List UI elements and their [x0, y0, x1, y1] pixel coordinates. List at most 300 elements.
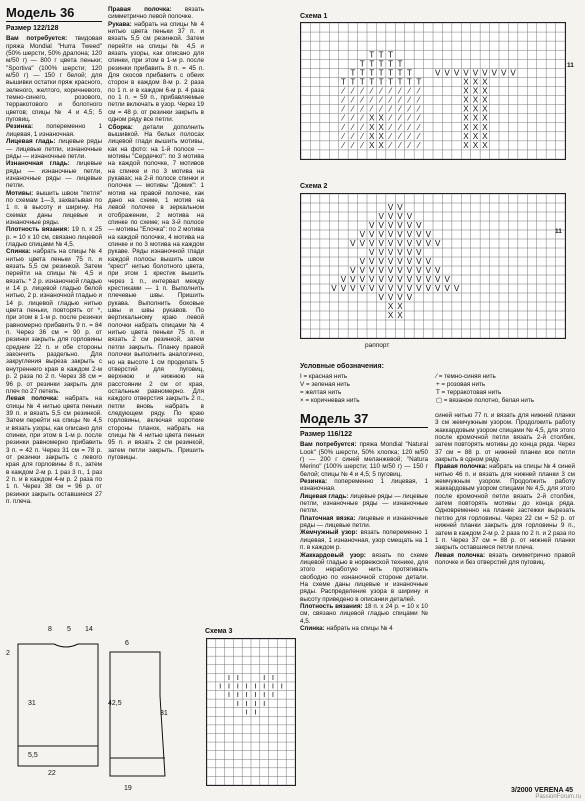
schema-2-title: Схема 2 [300, 183, 328, 190]
legend-entry: ⁄ = темно-синяя нить [436, 373, 496, 380]
stitch-symbol: T [350, 77, 356, 87]
stitch-symbol: ⁄ [361, 131, 363, 141]
legend-entry: I = красная нить [300, 373, 348, 380]
stitch-symbol: T [388, 77, 394, 87]
stitch-symbol: ⁄ [371, 95, 373, 105]
stitch-symbol: ⁄ [399, 131, 401, 141]
schema-1-title: Схема 1 [300, 13, 328, 20]
stitch-symbol: ⁄ [361, 140, 363, 150]
legend-row [300, 381, 572, 389]
stitch-symbol: I [227, 690, 231, 700]
paragraph: Правая полочка: вязать симметрично левой полочке. [108, 6, 204, 21]
stitch-symbol: I [245, 690, 248, 700]
page-footer: 3/2000 VERENA 45 [511, 787, 573, 794]
dim-label: 5 [67, 626, 71, 633]
stitch-symbol: X [472, 140, 479, 150]
stitch-symbol: V [435, 275, 441, 285]
stitch-symbol: ⁄ [371, 86, 373, 96]
stitch-symbol: T [369, 68, 375, 78]
stitch-symbol: V [378, 221, 384, 231]
stitch-symbol: V [359, 275, 365, 285]
stitch-symbol: V [434, 68, 441, 78]
stitch-symbol: ⁄ [418, 131, 420, 141]
stitch-symbol: V [387, 248, 394, 258]
stitch-symbol: X [463, 95, 469, 105]
stitch-symbol: V [444, 275, 450, 285]
stitch-symbol: ⁄ [361, 95, 363, 105]
stitch-symbol: I [271, 673, 275, 683]
stitch-symbol: I [245, 698, 248, 708]
stitch-symbol: X [378, 131, 384, 141]
stitch-symbol: ⁄ [371, 104, 373, 114]
stitch-symbol: V [369, 266, 375, 276]
stitch-symbol: T [350, 68, 356, 78]
stitch-symbol: T [388, 50, 394, 60]
stitch-symbol: T [416, 77, 422, 87]
stitch-symbol: V [350, 266, 356, 276]
model36-text-1 [6, 35, 102, 505]
stitch-symbol: V [369, 230, 375, 240]
stitch-symbol: V [416, 275, 422, 285]
stitch-symbol: I [254, 698, 257, 708]
stitch-symbol: ⁄ [418, 140, 420, 150]
stitch-symbol: X [472, 104, 479, 114]
model37-text-1 [300, 441, 428, 632]
stitch-symbol: V [369, 257, 375, 267]
stitch-symbol: X [387, 302, 394, 312]
stitch-symbol: ⁄ [361, 86, 363, 96]
stitch-symbol: ⁄ [389, 122, 392, 132]
stitch-symbol: V [397, 284, 403, 294]
stitch-symbol: V [425, 284, 431, 294]
stitch-symbol: I [280, 681, 283, 691]
stitch-symbol: ⁄ [418, 95, 420, 105]
paragraph: Жаккардовый узор: вязать по схеме лицевой гладью в норвежской технике, для этого неработую нить протягивать свободно по изнаночной стороне детали. На схеме даны лицевые и изнаночные ряды. Распределение узора в ширину и высоту приведено в описании деталей. [300, 551, 428, 603]
stitch-symbol: ⁄ [380, 104, 382, 114]
stitch-symbol: T [397, 68, 403, 78]
stitch-symbol: V [369, 248, 375, 258]
stitch-symbol: V [416, 266, 422, 276]
stitch-symbol: V [378, 275, 384, 285]
stitch-symbol: ⁄ [352, 113, 354, 123]
stitch-symbol: V [453, 284, 460, 294]
stitch-symbol: V [387, 221, 394, 231]
paragraph: Правая полочка: набрать на спицы № 4 синей нитью 46 п. и вязать для нижней планки 3 см жемчужным узором. Продолжить работу жаккардовым узором спицами № 4,5, для этого после кромочной петли вязать 2-й столбик, затем повторять мотивы до конца ряда. Одновременно на планке застежки вырезать петлю для горловины. Через 22 см = 52 р. от нижней планки закрыть для горловины 9 п., затем в каждом 2-м р. 2 раза по 2 п. и 2 раза по 1 п. Через 37 см = 88 р. от нижней планки закрыть оставшиеся петли плеча. [435, 463, 575, 552]
stitch-symbol: ⁄ [389, 140, 392, 150]
paragraph: синей нитью 77 п. и вязать для нижней планки 3 см жемчужным узором. Продолжить работу жаккардовым узором спицами № 4,5, для этого после кромочной петли вязать 2-й столбик, затем повторять мотивы до конца ряда. Через 37 см = 88 р. от нижней планки все петли закрыть в одном ряду. [435, 412, 575, 464]
stitch-symbol: V [387, 284, 394, 294]
stitch-symbol: X [378, 113, 384, 123]
stitch-symbol: ⁄ [399, 140, 401, 150]
legend-entry: + = розовая нить [436, 381, 486, 388]
stitch-symbol: ⁄ [352, 140, 354, 150]
stitch-symbol: V [359, 266, 365, 276]
stitch-symbol: X [387, 311, 394, 321]
stitch-symbol: V [406, 221, 413, 231]
stitch-symbol: T [340, 77, 346, 87]
stitch-symbol: T [397, 59, 403, 69]
stitch-symbol: ⁄ [352, 104, 354, 114]
stitch-symbol: V [397, 221, 403, 231]
stitch-symbol: V [425, 230, 431, 240]
stitch-symbol: V [387, 293, 394, 303]
stitch-symbol: I [254, 707, 257, 717]
stitch-symbol: V [369, 221, 375, 231]
stitch-symbol: X [368, 122, 375, 132]
stitch-symbol: X [397, 311, 403, 321]
schema-3-title: Схема 3 [205, 628, 233, 635]
schema-2-grid [300, 193, 566, 339]
stitch-symbol: V [463, 68, 469, 78]
stitch-symbol: ⁄ [399, 95, 401, 105]
stitch-symbol: ⁄ [408, 95, 411, 105]
model36-text-2 [108, 6, 204, 461]
stitch-symbol: X [463, 77, 469, 87]
stitch-symbol: V [340, 275, 347, 285]
stitch-symbol: ⁄ [352, 86, 354, 96]
dim-label: 8 [48, 626, 52, 633]
stitch-symbol: X [482, 131, 488, 141]
stitch-symbol: X [368, 140, 375, 150]
stitch-symbol: X [472, 131, 479, 141]
stitch-symbol: ⁄ [408, 86, 411, 96]
stitch-symbol: V [510, 68, 516, 78]
model37-title: Модель 37 [300, 412, 428, 428]
stitch-symbol: T [397, 77, 403, 87]
paragraph: Плотность вязания: 18 п. х 24 р. = 10 х 10 см, связано лицевой гладью спицами № 4,5. [300, 602, 428, 625]
stitch-symbol: V [397, 293, 403, 303]
model36-column-1 [6, 6, 102, 505]
legend-entry: T = терракотовая нить [436, 389, 502, 396]
stitch-symbol: I [263, 698, 266, 708]
stitch-symbol: ⁄ [389, 113, 392, 123]
stitch-symbol: V [416, 248, 422, 258]
stitch-symbol: ⁄ [352, 95, 354, 105]
stitch-symbol: V [406, 275, 413, 285]
stitch-symbol: T [388, 59, 394, 69]
stitch-symbol: V [406, 230, 413, 240]
stitch-symbol: ⁄ [418, 104, 420, 114]
stitch-symbol: X [482, 113, 488, 123]
stitch-symbol: V [378, 284, 384, 294]
stitch-symbol: ⁄ [342, 86, 345, 96]
dim-label: 22 [48, 770, 56, 777]
stitch-symbol: V [331, 284, 337, 294]
stitch-symbol: ⁄ [380, 95, 382, 105]
stitch-symbol: V [387, 266, 394, 276]
model37-column-1 [300, 412, 428, 632]
stitch-symbol: V [416, 239, 422, 249]
stitch-symbol: V [406, 266, 413, 276]
stitch-symbol: V [397, 248, 403, 258]
stitch-symbol: V [378, 257, 384, 267]
paragraph: Вам потребуется: пряжа Mondial "Natural Look" (50% шерсти, 50% хлопка; 120 м/50 г) — 200 г синей меланжевой; "Natura Merino" (100% шерсти; 110 м/50 г) — 150 г белой; спицы № 4 и 4,5; 5 пуговиц. [300, 441, 428, 478]
dim-label: 5,5 [28, 752, 38, 759]
paragraph: Лицевая гладь: лицевые ряды — лицевые петли, изнаночные ряды — изнаночные петли. [300, 492, 428, 515]
paragraph: Вам потребуется: твидовая пряжа Mondial "Hurra Tweed" (50% шерсти, 50% дралона; 120 м/50 г) — 800 г цвета пеньки; "Sportiva" (100% шерсти; 120 м/50 г) — 150 г белой; для вышивки остатки пряж красного, зеленого, желтого, коричневого, темно-синего, розового, терракотового и болотного цветов; спицы № 4 и 4,5; 5 пуговиц. [6, 35, 103, 124]
paragraph: Левая полочка: вязать симметрично правой полочке и без отверстий для пуговиц. [435, 551, 576, 566]
paragraph: Жемчужный узор: вязать попеременно 1 лицевая, 1 изнаночная, узор смещать на 1 п. в каждом р. [300, 529, 429, 552]
stitch-symbol: X [378, 122, 384, 132]
stitch-symbol: X [368, 113, 375, 123]
stitch-symbol: X [472, 122, 479, 132]
stitch-symbol: V [482, 68, 488, 78]
stitch-symbol: ⁄ [389, 104, 392, 114]
paragraph: Мотивы: вышить швом "петля" по схемам 1—3, захватывая по 1 п. в высоту и ширину. На схемах даны лицевые и изнаночные ряды. [6, 189, 102, 226]
stitch-symbol: V [387, 203, 394, 213]
stitch-symbol: T [369, 50, 375, 60]
stitch-symbol: I [227, 673, 231, 683]
legend-row [300, 397, 572, 405]
stitch-symbol: I [236, 673, 239, 683]
model36-title: Модель 36 [6, 6, 102, 22]
stitch-symbol: ⁄ [408, 104, 411, 114]
stitch-symbol: V [406, 239, 413, 249]
stitch-symbol: V [387, 239, 394, 249]
stitch-symbol: ⁄ [389, 95, 392, 105]
stitch-symbol: ⁄ [389, 131, 392, 141]
garment-diagram [10, 626, 200, 796]
stitch-symbol: V [369, 275, 375, 285]
stitch-symbol: V [425, 239, 431, 249]
stitch-symbol: X [472, 86, 479, 96]
stitch-symbol: I [263, 690, 266, 700]
stitch-symbol: ⁄ [408, 131, 411, 141]
stitch-symbol: T [406, 77, 412, 87]
stitch-symbol: V [425, 266, 431, 276]
stitch-symbol: T [378, 50, 384, 60]
stitch-symbol: V [397, 212, 403, 222]
stitch-symbol: V [416, 284, 422, 294]
model37-text-2 [435, 412, 575, 566]
stitch-symbol: ⁄ [380, 86, 382, 96]
stitch-symbol: V [378, 239, 384, 249]
dim-label: 6 [125, 640, 129, 647]
stitch-symbol: ⁄ [342, 131, 345, 141]
paragraph: Левая полочка: набрать на спицы № 4 нитью цвета пеньки 39 п. и вязать 5,5 см резинкой. Затем перейти на спицы № 4,5 и вязать узоры, как описано для спинки, при этом в 1-м р. после резинки равномерно прибавить 3 п. = 42 п. Через 31 см = 78 р. от резинки закрыть с левого края для горловины 8 п., затем в каждом 2-м р. 1 раз 3 п., 1 раз 2 п. и в каждом 4-м р. 2 раза по 1 п. Через 38 см = 96 р. от резинки закрыть оставшиеся 27 п. плеча. [6, 395, 102, 505]
stitch-symbol: V [378, 248, 384, 258]
stitch-symbol: ⁄ [361, 113, 363, 123]
model36-size: Размер 122/128 [6, 25, 59, 32]
stitch-symbol: X [482, 140, 488, 150]
stitch-symbol: V [350, 284, 356, 294]
stitch-symbol: V [378, 293, 384, 303]
stitch-symbol: T [359, 77, 365, 87]
stitch-symbol: V [378, 212, 384, 222]
schema-1-grid [300, 22, 566, 160]
stitch-symbol: V [359, 257, 365, 267]
stitch-symbol: X [482, 77, 488, 87]
legend-title: Условные обозначения: [300, 363, 384, 370]
stitch-symbol: V [340, 284, 347, 294]
stitch-symbol: V [444, 284, 450, 294]
model37-size: Размер 116/122 [300, 431, 353, 438]
stitch-symbol: I [271, 681, 275, 691]
stitch-symbol: X [482, 95, 488, 105]
paragraph: Плотность вязания: 19 п. х 25 р. = 10 х 10 см, связано лицевой гладью спицами № 4,5. [6, 226, 102, 248]
stitch-symbol: T [369, 59, 375, 69]
stitch-symbol: ⁄ [361, 122, 363, 132]
stitch-symbol: V [435, 266, 441, 276]
stitch-symbol: T [378, 68, 384, 78]
stitch-symbol: I [254, 681, 257, 691]
stitch-symbol: V [387, 212, 394, 222]
legend-rows [300, 373, 572, 405]
paragraph: Резинка: попеременно 1 лицевая, 1 изнаночная. [300, 478, 428, 493]
stitch-symbol: X [472, 113, 479, 123]
stitch-symbol: X [463, 140, 469, 150]
stitch-symbol: ⁄ [399, 122, 401, 132]
stitch-symbol: V [350, 275, 356, 285]
stitch-symbol: V [359, 239, 365, 249]
stitch-symbol: V [397, 230, 403, 240]
paragraph: Платочная вязка: лицевые и изнаночные ряды — лицевые петли. [300, 514, 428, 530]
stitch-symbol: X [472, 77, 479, 87]
stitch-symbol: ⁄ [418, 86, 420, 96]
paragraph: Сборка: детали дополнить вышивкой. На белых полосах лицевой глади вышить мотивы, как на фото: на 1-й полосе — мотивы "Сердечко": по 3 мотива на каждой полочке, 7 мотивов на спинке и по 3 мотива на рукавах; на 2-й полосе спинки и полочек — мотивы "Домик": 1 мотив на правой полочке, как дано на схеме, 1 мотив на левой полочке в зеркальном отображении, 2 мотива на спинке по схеме; на 3-й полосе — мотивы "Елочка": по 2 мотива на каждой полочке, 4 мотива на спинке и по 3 мотива на каждом рукаве. Ряды изнаночной глади каждой полосы вышить швом "крест" нитью болотного цвета, при этом 1 крестик вышить через 1 п., интервал между крестиками — 1 п. Выполнить плечевые швы. Пришить рукава. Выполнить боковые швы и швы рукавов. По вертикальному краю левой полочки набрать спицами № 4 нитью цвета пеньки 75 п. и вязать 2 см резинкой, затем петли закрыть. Планку правой полочки выполнить аналогично, но на высоте 1 см проделать 5 отверстий для пуговиц, верхнюю и нижнюю на расстоянии 2 см от края, остальные равномерно. Для каждого отверстия закрыть 2 п., петли вновь набрать в следующем ряду. По краю горловины, включая короткие стороны планок, набрать на спицы № 4 нитью цвета пеньки 95 п. и вязать 2 см резинкой, затем петли закрыть. Пришить пуговицы. [108, 123, 204, 461]
stitch-symbol: I [227, 681, 231, 691]
stitch-symbol: V [406, 284, 413, 294]
stitch-symbol: X [463, 104, 469, 114]
legend-entry: V = зеленая нить [300, 381, 350, 388]
stitch-symbol: X [482, 122, 488, 132]
stitch-symbol: V [435, 239, 441, 249]
stitch-symbol: V [350, 239, 356, 249]
stitch-symbol: V [397, 275, 403, 285]
stitch-symbol: ⁄ [408, 140, 411, 150]
dim-label: 14 [85, 626, 93, 633]
stitch-symbol: ⁄ [352, 131, 354, 141]
stitch-symbol: V [406, 212, 413, 222]
legend-row [300, 373, 572, 381]
stitch-symbol: ⁄ [342, 104, 345, 114]
stitch-symbol: V [397, 239, 403, 249]
stitch-symbol: ⁄ [399, 104, 401, 114]
stitch-symbol: V [406, 293, 413, 303]
stitch-symbol: T [369, 77, 375, 87]
schema-2-repeat-label: раппорт [365, 342, 390, 349]
stitch-symbol: V [453, 68, 460, 78]
stitch-symbol: T [406, 68, 412, 78]
stitch-symbol: V [378, 230, 384, 240]
stitch-symbol: V [397, 257, 403, 267]
stitch-symbol: I [236, 690, 239, 700]
stitch-symbol: X [397, 302, 403, 312]
stitch-symbol: I [263, 673, 266, 683]
stitch-symbol: V [359, 230, 365, 240]
stitch-symbol: V [416, 230, 422, 240]
stitch-symbol: X [482, 104, 488, 114]
stitch-symbol: V [491, 68, 498, 78]
stitch-symbol: V [416, 257, 422, 267]
stitch-symbol: X [482, 86, 488, 96]
stitch-symbol: T [378, 77, 384, 87]
stitch-symbol: V [425, 275, 431, 285]
watermark: PassionForum.ru [535, 794, 581, 800]
stitch-symbol: ⁄ [342, 95, 345, 105]
stitch-symbol: ⁄ [361, 104, 363, 114]
legend-entry: × = коричневая нить [300, 397, 360, 404]
stitch-symbol: V [359, 284, 365, 294]
stitch-symbol: ⁄ [408, 113, 411, 123]
stitch-symbol: I [219, 681, 222, 691]
stitch-symbol: I [236, 681, 239, 691]
stitch-symbol: I [245, 707, 248, 717]
stitch-symbol: V [369, 239, 375, 249]
schema-3-grid [206, 638, 296, 786]
stitch-symbol: ⁄ [399, 113, 401, 123]
stitch-symbol: V [378, 266, 384, 276]
stitch-symbol: X [463, 113, 469, 123]
schema-1-row-label: 11 [567, 62, 574, 69]
stitch-symbol: ⁄ [399, 86, 401, 96]
stitch-symbol: T [378, 59, 384, 69]
stitch-symbol: ⁄ [352, 122, 354, 132]
stitch-symbol: V [387, 275, 394, 285]
stitch-symbol: X [368, 131, 375, 141]
stitch-symbol: V [387, 257, 394, 267]
model36-column-2 [108, 6, 204, 461]
stitch-symbol: V [406, 248, 413, 258]
stitch-symbol: V [406, 257, 413, 267]
paragraph: Спинка: набрать на спицы № 4 нитью цвета пеньки 75 п. и вязать 5,5 см резинкой. Затем перейти на спицы № 4,5 и вязать: * 2 р. изнаночной гладью и 14 р. лицевой гладью белой нитью, 2 р. изнаночной гладью и 14 р. лицевой гладью нитью цвета пеньки, повторять от *, при этом в 1-м р. после резинки равномерно прибавить 9 п. = 84 п. Через 36 см = 90 р. от резинки закрыть для горловины средние 22 п. и обе стороны закончить раздельно. Для закругления выреза закрыть с внутреннего края в каждом 2-м р. 2 раза по 2 п. Через 38 см = 96 р. от резинки закрыть для плеч по 27 петель. [6, 248, 102, 395]
stitch-symbol: V [472, 68, 479, 78]
stitch-symbol: ⁄ [418, 113, 420, 123]
stitch-symbol: V [425, 257, 431, 267]
stitch-symbol: T [388, 68, 394, 78]
stitch-symbol: V [500, 68, 507, 78]
schema-2-row-label: 11 [555, 228, 562, 235]
paragraph: Лицевая гладь: лицевые ряды — лицевые петли, изнаночные ряды — изнаночные петли. [6, 138, 102, 160]
stitch-symbol: I [236, 698, 239, 708]
stitch-symbol: I [263, 681, 266, 691]
paragraph: Изнаночная гладь: лицевые ряды — изнаночные петли, изнаночные ряды — лицевые петли. [6, 160, 102, 190]
stitch-symbol: T [359, 68, 365, 78]
dim-label: 42,5 [108, 700, 122, 707]
stitch-symbol: V [444, 68, 450, 78]
stitch-symbol: I [271, 690, 275, 700]
stitch-symbol: I [245, 681, 248, 691]
stitch-symbol: X [378, 140, 384, 150]
stitch-symbol: X [463, 131, 469, 141]
stitch-symbol: ⁄ [408, 122, 411, 132]
model37-column-2 [435, 412, 575, 566]
stitch-symbol: V [416, 221, 422, 231]
stitch-symbol: ⁄ [342, 113, 345, 123]
paragraph: Резинка: попеременно 1 лицевая, 1 изнаночная. [6, 123, 102, 138]
stitch-symbol: T [359, 59, 365, 69]
dim-label: 2 [6, 650, 10, 657]
dim-label: 19 [124, 785, 132, 792]
legend-row [300, 389, 572, 397]
stitch-symbol: V [387, 230, 394, 240]
paragraph: Спинка: набрать на спицы № 4 [300, 624, 393, 632]
legend-entry: ▢ = вязаное полотно, белая нить [436, 397, 534, 404]
stitch-symbol: V [435, 284, 441, 294]
stitch-symbol: V [397, 203, 403, 213]
stitch-symbol: V [397, 266, 403, 276]
legend [300, 363, 572, 405]
dim-label: 31 [28, 700, 36, 707]
stitch-symbol: X [463, 122, 469, 132]
paragraph: Рукава: набрать на спицы № 4 нитью цвета пеньки 37 п. и вязать 5,5 см резинкой. Затем перейти на спицы № 4,5 и вязать узоры, как описано для спинки, при этом в 1-м р. после резинки прибавить 8 п. = 45 п. Для скосов прибавить с обеих сторон в каждом 8-м р. 2 раза по 1 п. и в каждом 6-м р. 4 раза по 1 п. = 59 п., прибавляемые петли включать в узор. Через 19 см = 48 р. от резинки закрыть в одном ряду все петли. [108, 20, 204, 124]
stitch-symbol: ⁄ [342, 122, 345, 132]
dim-label: 31 [160, 710, 168, 717]
stitch-symbol: V [369, 284, 375, 294]
stitch-symbol: I [254, 690, 257, 700]
stitch-symbol: ⁄ [418, 122, 420, 132]
stitch-symbol: X [463, 86, 469, 96]
